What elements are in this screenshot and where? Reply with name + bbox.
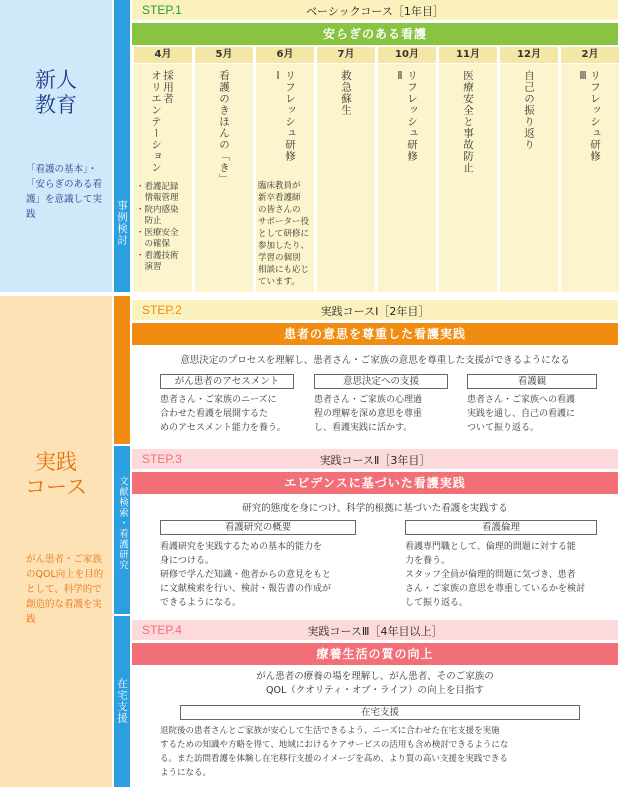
step3-box1-text: 看護研究を実践するための基本的能力を 身につける。 研修で学んだ知識・他者からの意見をもと に文献検索を行い、検討・報告書の作成が できるようになる。 (160, 542, 332, 608)
step4-box-label: 在宅支援 (180, 705, 580, 720)
month-11: 11月 (439, 47, 497, 63)
step3-box2-text: 看護専門職として、倫理的問題に対する能 力を養う。 スタッフ全員が倫理的問題に気づき、患者 さん・ご家族の意思を尊重しているかを検討 して振り返る。 (405, 542, 586, 608)
step4-text: 退院後の患者さんとご家族が安心して生活できるよう、ニーズに合わせた在宅支援を実施 するための知識や方略を得て、地域におけるケアサービスの活用も含め検討できるようにな る。また訪問看護を体験し在宅移行支援のイメージを高め、より質の高い支援を実践できる ようになる。 (160, 726, 509, 778)
topic-4: 採用者 オリエンテーション (150, 70, 174, 174)
bunken-label: 文献検索・看護研究 (117, 476, 128, 571)
jissen-panel (0, 296, 112, 787)
step2-box1-text: 患者さん・ご家族のニーズに 合わせた看護を展開するた めのアセスメント能力を養う。 (160, 395, 286, 433)
jirei-label: 事例検討 (116, 200, 128, 246)
shinjin-panel (0, 0, 112, 292)
topic-7: 救急蘇生 (340, 70, 352, 116)
month-6: 6月 (256, 47, 314, 63)
topic-12: 自己の振り返り (523, 70, 535, 151)
month-10: 10月 (378, 47, 436, 63)
month-2: 2月 (561, 47, 619, 63)
step2-title: 実践コースⅠ［2年目］ (320, 305, 430, 318)
apr-item-3: ・医療安全 の確保 (136, 228, 179, 249)
month-4: 4月 (134, 47, 192, 63)
step3-box1-label: 看護研究の概要 (160, 520, 356, 535)
step1-no: STEP.1 (142, 3, 182, 17)
shinjin-title: 新人 教育 (35, 68, 77, 117)
step2-bar (132, 300, 618, 320)
step4-no: STEP.4 (142, 623, 182, 637)
step1-bar (132, 0, 618, 20)
month-7: 7月 (317, 47, 375, 63)
step3-subtitle: 研究的態度を身につけ、科学的根拠に基づいた看護を実践する (242, 503, 508, 514)
month-5: 5月 (195, 47, 253, 63)
jirei-strip (114, 0, 130, 292)
step2-box3-text: 患者さん・ご家族への看護 実践を通し、自己の看護に ついて振り返る。 (467, 395, 576, 433)
step4-subtitle: がん患者の療養の場を理解し、がん患者、そのご家族の QOL（クオリティ・オブ・ライフ）の向上を目指す (256, 671, 494, 696)
zaitaku-label: 在宅支援 (116, 678, 128, 724)
jissen-title: 実践 コース (25, 450, 87, 499)
step2-headline: 患者の意思を尊重した看護実践 (132, 323, 618, 345)
apr-item-1: ・看護記録 情報管理 (136, 182, 179, 203)
step1-headline: 安らぎのある看護 (132, 23, 618, 45)
topic-5: 看護のきほんの「き」 (218, 70, 230, 185)
step3-bar (132, 449, 618, 469)
apr-item-2: ・院内感染 防止 (136, 205, 179, 226)
step2-box2-text: 患者さん・ご家族の心理過 程の理解を深め意思を尊重 し、看護実践に活かす。 (314, 395, 423, 433)
apr-item-4: ・看護技術 演習 (136, 251, 179, 272)
orange-strip (114, 296, 130, 444)
topic-2: リフレッシュ研修 Ⅲ (577, 70, 601, 162)
topic-6: リフレッシュ研修 Ⅰ (272, 70, 296, 162)
step2-subtitle: 意思決定のプロセスを理解し、患者さん・ご家族の意思を尊重した支援ができるようになる (180, 355, 570, 366)
step3-headline: エビデンスに基づいた看護実践 (132, 472, 618, 494)
month-12: 12月 (500, 47, 558, 63)
step3-title: 実践コースⅡ［3年目］ (319, 454, 431, 467)
topic-10: リフレッシュ研修 Ⅱ (394, 70, 418, 162)
jun-note: 臨床教員が 新卒看護師 の皆さんの サポーター役 として研修に 参加したり、 学習の個別 相談にも応じ ています。 (258, 181, 310, 287)
step2-box3-label: 看護観 (467, 374, 597, 389)
step2-no: STEP.2 (142, 303, 182, 317)
topic-11: 医療安全と事故防止 (462, 70, 474, 174)
step4-bar (132, 620, 618, 640)
step2-box1-label: がん患者のアセスメント (160, 374, 294, 389)
jissen-desc: がん患者・ご家族のQOL向上を目的として、科学的で創造的な看護を実践 (26, 554, 104, 625)
step2-box2-label: 意思決定への支援 (314, 374, 448, 389)
step3-box2-label: 看護倫理 (405, 520, 597, 535)
shinjin-desc: 「看護の基本」・「安らぎのある看護」を意識して実践 (26, 164, 103, 220)
step3-no: STEP.3 (142, 452, 182, 466)
step1-title: ベーシックコース［1年目］ (306, 5, 444, 18)
step4-headline: 療養生活の質の向上 (132, 643, 618, 665)
step4-title: 実践コースⅢ［4年目以上］ (307, 625, 443, 638)
